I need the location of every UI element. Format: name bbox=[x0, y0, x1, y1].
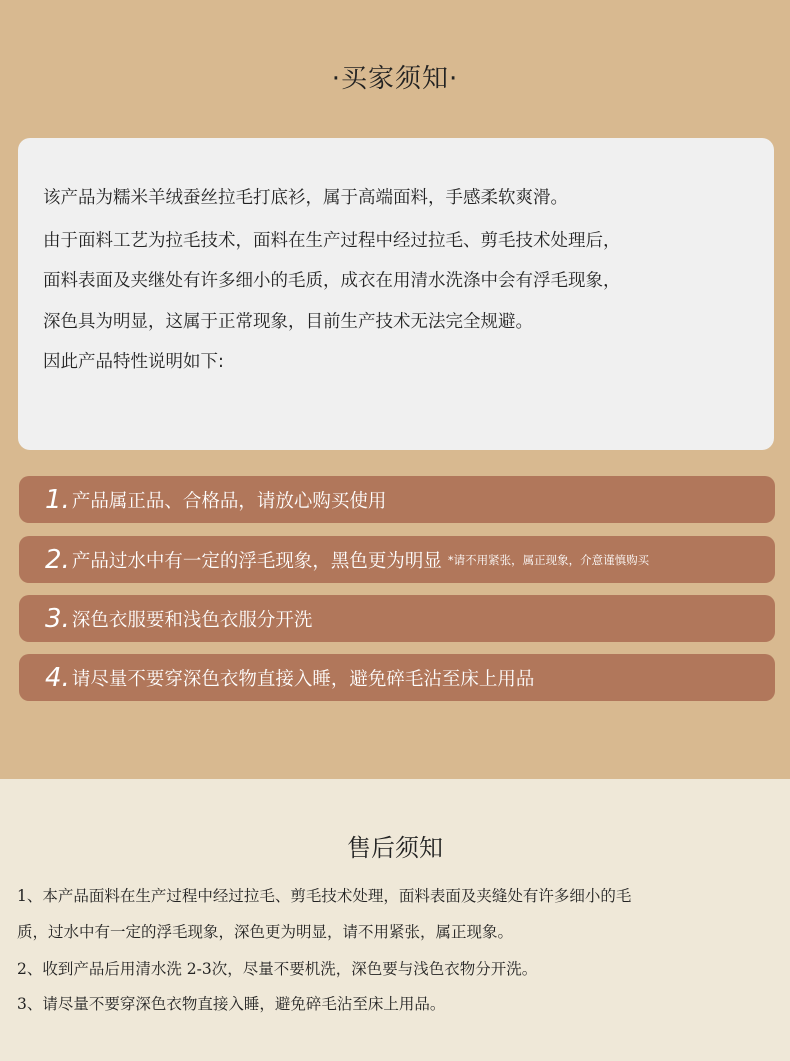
description-line: 深色具为明显，这属于正常现象，目前生产技术无法完全规避。 bbox=[43, 312, 533, 332]
description-line: 面料表面及夹继处有许多细小的毛质，成衣在用清水洗涤中会有浮毛现象， bbox=[43, 271, 621, 291]
description-line: 该产品为糯米羊绒蚕丝拉毛打底衫，属于高端面料，手感柔软爽滑。 bbox=[43, 188, 568, 208]
after-sales-title: 售后须知 bbox=[347, 834, 443, 862]
after-sales-line: 2、收到产品后用清水洗 2-3次，尽量不要机洗，深色要与浅色衣物分开洗。 bbox=[17, 960, 538, 978]
after-sales-line: 3、请尽量不要穿深色衣物直接入睡，避免碎毛沾至床上用品。 bbox=[17, 995, 446, 1013]
rule-text: 产品过水中有一定的浮毛现象，黑色更为明显 bbox=[71, 550, 442, 572]
rule-text: 请尽量不要穿深色衣物直接入睡，避免碎毛沾至床上用品 bbox=[71, 668, 535, 690]
rule-number: 1. bbox=[45, 484, 70, 515]
buyer-notice-title: ·买家须知· bbox=[331, 64, 459, 94]
after-sales-line: 质，过水中有一定的浮毛现象，深色更为明显，请不用紧张，属正现象。 bbox=[17, 923, 514, 941]
after-sales-line: 1、本产品面料在生产过程中经过拉毛、剪毛技术处理，面料表面及夹缝处有许多细小的毛 bbox=[17, 887, 632, 905]
after-sales-section bbox=[0, 779, 790, 1061]
rule-item-1 bbox=[19, 476, 775, 523]
description-line: 由于面料工艺为拉毛技术，面料在生产过程中经过拉毛、剪毛技术处理后， bbox=[43, 231, 621, 251]
rule-number: 3. bbox=[45, 603, 70, 634]
rule-item-2 bbox=[19, 536, 775, 583]
rule-text: 深色衣服要和浅色衣服分开洗 bbox=[71, 609, 313, 631]
rule-item-4 bbox=[19, 654, 775, 701]
product-description-card bbox=[18, 138, 774, 450]
rule-item-3 bbox=[19, 595, 775, 642]
rule-number: 4. bbox=[45, 662, 70, 693]
description-line: 因此产品特性说明如下: bbox=[43, 352, 224, 372]
rule-text: 产品属正品、合格品，请放心购买使用 bbox=[71, 490, 387, 512]
rule-note: *请不用紧张，属正现象，介意谨慎购买 bbox=[447, 552, 650, 567]
rule-number: 2. bbox=[45, 544, 70, 575]
